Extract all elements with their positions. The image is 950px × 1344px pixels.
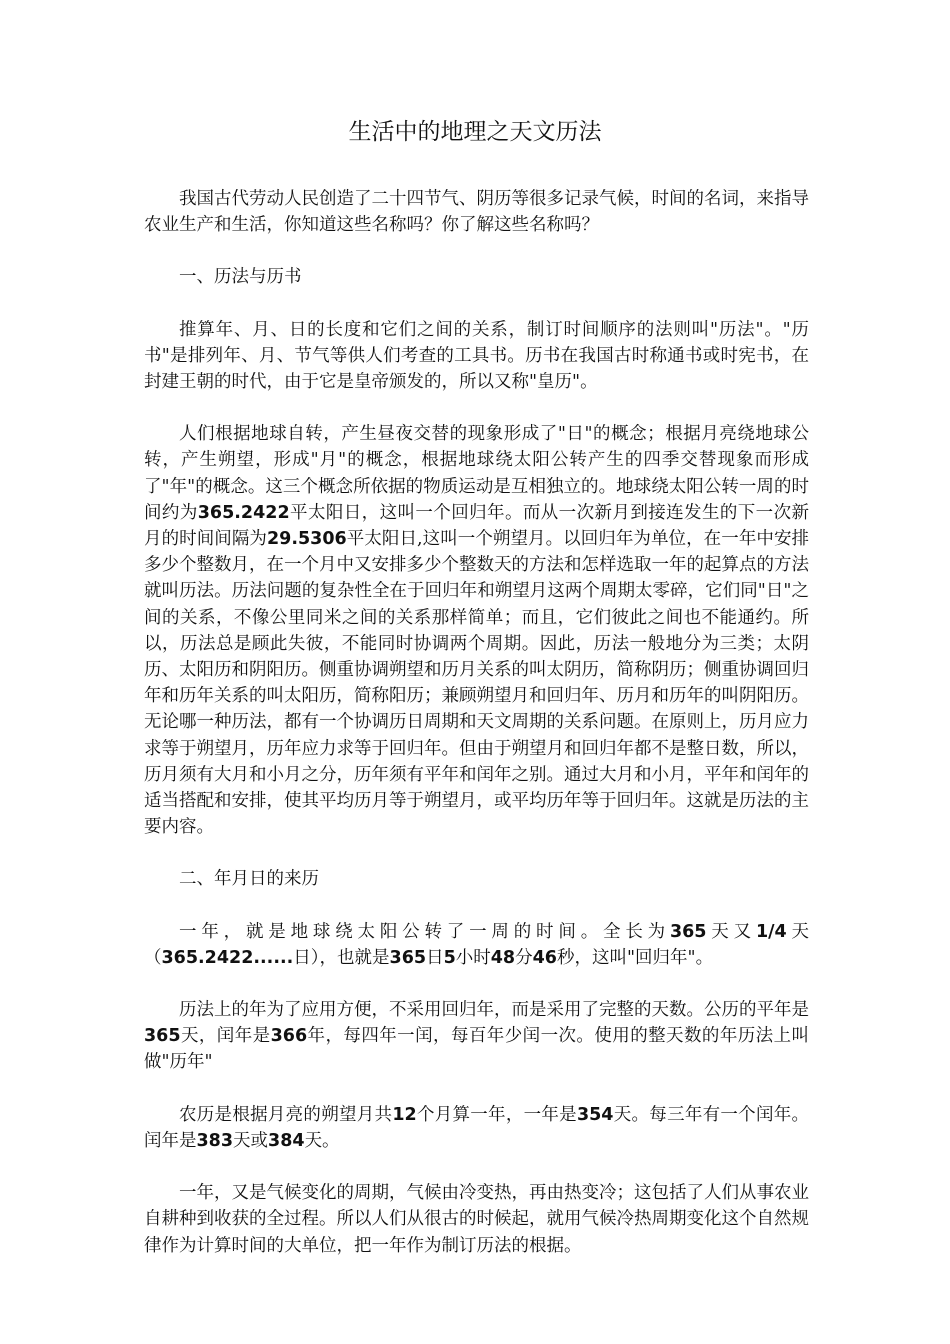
text-segment: 天。每三年有一个闰年。闰年是 [144, 1104, 810, 1151]
paragraph-lunar-calendar [144, 1102, 809, 1154]
number-value: 1/4 [755, 921, 787, 942]
text-segment: 一年，就是地球绕太阳公转了一周的时间。全长为 [179, 921, 670, 942]
number-value: 5 [443, 947, 456, 968]
number-value: 384 [268, 1130, 305, 1151]
text-segment: 天或 [233, 1130, 269, 1151]
number-value: 354 [576, 1104, 614, 1125]
number-value: 365 [144, 1026, 181, 1047]
paragraph-calendar-year [144, 997, 809, 1076]
text-segment: 年，每四年一闰，每百年少闰一次。使用的整天数的年历法上叫做"历年" [144, 1026, 810, 1073]
page-title: 生活中的地理之天文历法 [348, 119, 602, 145]
tropical-year-days-value: 365.2422 [197, 502, 290, 523]
document-body [144, 186, 809, 1285]
synodic-month-days-value: 29.5306 [266, 529, 347, 550]
section-heading-origin-of-year-month-day: 二、年月日的来历 [179, 869, 319, 890]
text-segment: 天，闰年是 [180, 1026, 271, 1047]
text-segment: 平太阳日，这叫一个回归年。而从一次新月到接连发生的下一次新月的时间间隔为 [144, 502, 810, 550]
section-heading-calendar-and-almanac: 一、历法与历书 [179, 267, 302, 288]
number-value: 383 [196, 1130, 234, 1151]
text-segment: 农历是根据月亮的朔望月共 [179, 1104, 393, 1125]
text-segment: 人们根据地球自转，产生昼夜交替的现象形成了"日"的概念；根据月亮绕地球公转，产生朔望，形成"月"的概念，根据地球绕太阳公转产生的四季交替现象而形成了"年"的概念。这三个概念所依据的物质运动是互相独立的。地球绕太阳公转一周的时间约为 [144, 424, 809, 523]
number-value: 365 [389, 947, 427, 968]
number-value: 366 [270, 1026, 308, 1047]
number-value: 12 [392, 1104, 417, 1125]
text-segment: 分 [515, 947, 533, 968]
text-segment: 天（ [144, 921, 810, 968]
text-segment: 个月算一年，一年是 [416, 1104, 577, 1125]
text-segment: 小时 [455, 947, 491, 968]
text-segment: 平太阳日,这叫一个朔望月。以回归年为单位，在一年中安排多少个整数月，在一个月中又安排多少个整数天的方法和怎样选取一年的起算点的方法就叫历法。历法问题的复杂性全在于回归年和朔望月这两个周期太零碎，它们同"日"之间的关系，不像公里同米之间的关系那样简单；而且，它们彼此之间也不能通约。所以，历法总是顾此失彼，不能同时协调两个周期。因此，历法一般地分为三类；太阴历、太阳历和阴阳历。侧重协调朔望和历月关系的叫太阴历，简称阴历；侧重协调回归年和历年关系的叫太阳历，简称阳历；兼顾朔望月和回归年、历月和历年的叫阴阳历。无论哪一种历法，都有一个协调历日周期和天文周期的关系问题。在原则上，历月应力求等于朔望月，历年应力求等于回归年。但由于朔望月和回归年都不是整日数，所以，历月须有大月和小月之分，历年须有平年和闰年之别。通过大月和小月，平年和闰年的适当搭配和安排，使其平均历月等于朔望月，或平均历年等于回归年。这就是历法的主要内容。 [144, 529, 810, 838]
number-value: 365.2422...... [161, 947, 294, 968]
text-segment: 历法上的年为了应用方便，不采用回归年，而是采用了完整的天数。公历的平年是 [179, 1000, 809, 1021]
intro-paragraph: 我国古代劳动人民创造了二十四节气、阴历等很多记录气候，时间的名词，来指导农业生产和生活，你知道这些名称吗？你了解这些名称吗？ [144, 189, 809, 236]
paragraph-calendar-concepts [144, 421, 809, 840]
text-segment: 秒，这叫"回归年"。 [556, 947, 714, 968]
paragraph-tropical-year [144, 919, 809, 971]
text-segment: 天又 [706, 921, 756, 942]
number-value: 46 [532, 947, 557, 968]
text-segment: 日），也就是 [293, 947, 390, 968]
text-segment: 天。 [304, 1130, 340, 1151]
number-value: 48 [490, 947, 516, 968]
paragraph-climate-cycle: 一年，又是气候变化的周期，气候由冷变热，再由热变冷；这包括了人们从事农业自耕种到收获的全过程。所以人们从很古的时候起，就用气候冷热周期变化这个自然规律作为计算时间的大单位，把一年作为制订历法的根据。 [144, 1183, 809, 1256]
text-segment: 日 [426, 947, 444, 968]
paragraph-calendar-definition: 推算年、月、日的长度和它们之间的关系，制订时间顺序的法则叫"历法"。"历书"是排列年、月、节气等供人们考查的工具书。历书在我国古时称通书或时宪书，在封建王朝的时代，由于它是皇帝颁发的，所以又称"皇历"。 [144, 319, 809, 393]
number-value: 365 [669, 921, 707, 942]
